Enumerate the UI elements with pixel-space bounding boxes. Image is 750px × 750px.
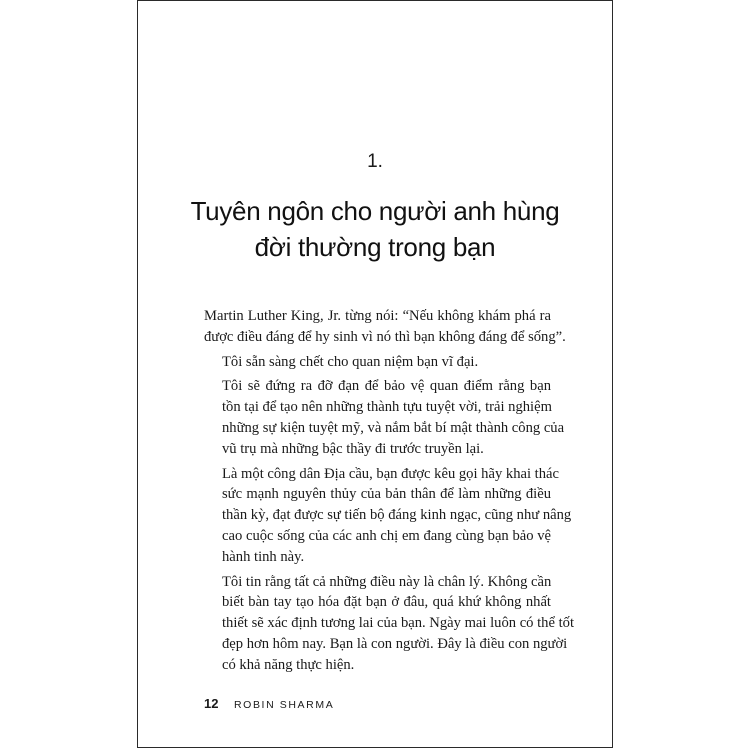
text-line: cao cuộc sống của các anh chị em đang cùng bạn bảo vệ xyxy=(222,527,551,544)
chapter-title-line: đời thường trong bạn xyxy=(254,232,496,262)
text-line: thần kỳ, đạt được sự tiến bộ đáng kinh ngạc, cũng như nâng xyxy=(222,507,572,524)
text-line: Tôi tin rằng tất cả những điều này là chân lý. Không cần xyxy=(222,573,552,590)
paragraph xyxy=(204,352,551,373)
text-line: thiết sẽ xác định tương lai của bạn. Ngày mai luôn có thể tốt xyxy=(222,615,575,632)
text-line: Tôi sẵn sàng chết cho quan niệm bạn vĩ đại. xyxy=(222,353,479,370)
text-line: Là một công dân Địa cầu, bạn được kêu gọi hãy khai thác xyxy=(222,465,559,482)
running-header-author: ROBIN SHARMA xyxy=(234,699,335,711)
paragraph xyxy=(204,464,572,568)
text-line: biết bàn tay tạo hóa đặt bạn ở đâu, quá khứ không nhất xyxy=(222,594,551,611)
paragraph xyxy=(204,306,566,348)
book-page xyxy=(137,0,613,748)
chapter-title xyxy=(138,193,612,265)
text-line: tồn tại để tạo nên những thành tựu tuyệt vời, trải nghiệm xyxy=(222,399,552,416)
page-footer xyxy=(204,696,334,711)
text-line: được điều đáng để hy sinh vì nó thì bạn không đáng để sống”. xyxy=(204,328,566,345)
text-line: sức mạnh nguyên thủy của bản thân để làm những điều xyxy=(222,486,551,503)
text-line: vũ trụ mà những bậc thầy đi trước truyền lại. xyxy=(222,440,484,457)
text-line: những sự kiện tuyệt mỹ, và nắm bắt bí mật thành công của xyxy=(222,419,565,436)
paragraph xyxy=(204,376,565,459)
chapter-number: 1. xyxy=(367,151,383,172)
text-line: Martin Luther King, Jr. từng nói: “Nếu không khám phá ra xyxy=(204,308,551,324)
paragraph xyxy=(204,572,575,676)
text-line: Tôi sẽ đứng ra đỡ đạn để bảo vệ quan điểm rằng bạn xyxy=(222,378,551,395)
text-line: có khả năng thực hiện. xyxy=(222,656,355,673)
text-line: hành tinh này. xyxy=(222,548,305,565)
page-number: 12 xyxy=(204,696,219,711)
body-text xyxy=(204,306,575,676)
chapter-title-line: Tuyên ngôn cho người anh hùng xyxy=(190,196,560,226)
text-line: đẹp hơn hôm nay. Bạn là con người. Đây là điều con người xyxy=(222,635,568,652)
